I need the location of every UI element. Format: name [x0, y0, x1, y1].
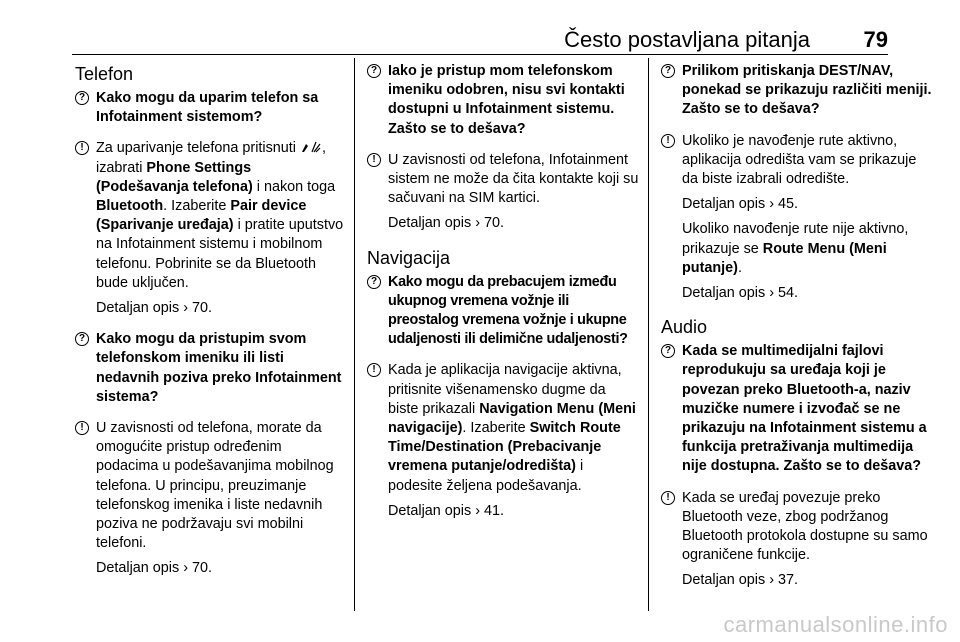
answer-text: Ukoliko je navođenje rute aktivno, aplikacija odredišta vam se prikazuje da biste izabrali odredište.: [682, 132, 917, 188]
exclamation-icon: !: [75, 421, 89, 435]
detail-label: Detaljan opis: [96, 300, 180, 317]
arrow-right-icon: ›: [475, 215, 480, 232]
detail-page: 37.: [778, 572, 799, 589]
section-heading-audio: Audio: [661, 317, 708, 338]
question-text: Prilikom pritiskanja DEST/NAV, ponekad se prikazuju različiti meniji. Zašto se to dešava?: [682, 63, 932, 118]
question-icon: ?: [367, 275, 381, 289]
answer-text: . Izaberite: [163, 198, 227, 215]
exclamation-icon: !: [367, 363, 381, 377]
answer: [75, 419, 347, 553]
menu-term: Phone Settings (Podešavanja telefona): [96, 159, 253, 195]
detail-label: Detaljan opis: [388, 215, 472, 232]
question: [75, 89, 347, 127]
detail-page: 70.: [192, 560, 213, 577]
section-heading-telefon: Telefon: [75, 64, 134, 84]
arrow-right-icon: ›: [769, 572, 774, 589]
detail-label: Detaljan opis: [682, 196, 766, 213]
answer-text: U zavisnosti od telefona, Infotainment sistem ne može da čita kontakte koji su sačuvani na SIM kartici.: [388, 151, 639, 207]
watermark: carmanualsonline.info: [723, 612, 948, 637]
column-1: [75, 62, 347, 591]
menu-term: Bluetooth: [96, 198, 164, 215]
answer: [661, 489, 933, 566]
arrow-right-icon: ›: [183, 300, 188, 317]
detail-page: 70.: [484, 215, 505, 232]
question: [661, 342, 933, 476]
exclamation-icon: !: [661, 134, 675, 148]
detail-label: Detaljan opis: [96, 560, 180, 577]
detail-page: 45.: [778, 196, 799, 213]
detail-label: Detaljan opis: [682, 285, 766, 302]
answer-text: U zavisnosti od telefona, morate da omogućite pristup određenim podacima u podešavanjima mobilnog telefona. U principu, preuzimanje telefonskog imenika i liste nedavnih poziva ne podržavaju svi mobilni telefoni.: [96, 420, 334, 552]
question-text: Kako mogu da prebacujem između ukupnog vremena vožnje ili preostalog vremena vožnje i ukupne udaljenosti ili delimične udaljenosti?: [388, 273, 628, 348]
answer-text: Za uparivanje telefona pritisnuti: [96, 140, 296, 157]
question-icon: ?: [661, 344, 675, 358]
answer-text: .: [737, 259, 742, 276]
page-number: 79: [863, 27, 888, 52]
detail-label: Detaljan opis: [682, 572, 766, 589]
exclamation-icon: !: [367, 153, 381, 167]
column-divider: [354, 58, 355, 611]
detail-page: 70.: [192, 300, 213, 317]
column-3: [661, 62, 933, 603]
arrow-right-icon: ›: [475, 502, 480, 519]
section-heading-navigacija: Navigacija: [367, 247, 451, 268]
detail-page: 41.: [484, 502, 505, 519]
page-header: [72, 28, 888, 52]
answer: [367, 151, 639, 209]
detail-reference: [661, 284, 933, 303]
answer-text: Kada je aplikacija navigacije aktivna, pritisnite višenamensko dugme da biste prikazali: [388, 362, 622, 417]
arrow-right-icon: ›: [769, 285, 774, 302]
answer-text: , izabrati: [96, 140, 326, 176]
question-icon: ?: [367, 64, 381, 78]
question: [75, 330, 347, 407]
question-icon: ?: [75, 332, 89, 346]
detail-reference: [75, 299, 347, 318]
column-2: [367, 62, 639, 533]
answer-text: i nakon toga: [256, 178, 336, 195]
question-text: Kako mogu da pristupim svom telefonskom imeniku ili listi nedavnih poziva preko Infotainment sistema?: [96, 331, 342, 405]
detail-reference: [75, 559, 347, 578]
detail-reference: [661, 195, 933, 214]
question-icon: ?: [661, 64, 675, 78]
answer-text: i pratite uputstvo na Infotainment sistemu i mobilnom telefonu. Pobrinite se da Bluetooth bude uključen.: [96, 217, 344, 291]
exclamation-icon: !: [661, 491, 675, 505]
question: [367, 273, 639, 350]
phone-settings-icon: [300, 140, 322, 154]
answer: [75, 139, 347, 293]
question-icon: ?: [75, 91, 89, 105]
detail-reference: [367, 214, 639, 233]
question-text: Kada se multimedijalni fajlovi reprodukuju sa uređaja koji je povezan preko Bluetooth-a, naziv muzičke numere i izvođač se ne prikazuju na Infotainment sistemu a funkcija pretraživanja multimedija nije dostupna. Zašto se to dešava?: [682, 343, 927, 475]
detail-label: Detaljan opis: [388, 502, 472, 519]
question-text: Iako je pristup mom telefonskom imeniku odobren, nisu svi kontakti dostupni u Infotainment sistemu. Zašto se to dešava?: [388, 63, 625, 137]
question: [367, 62, 639, 139]
detail-reference: [367, 502, 639, 521]
detail-reference: [661, 571, 933, 590]
menu-term: Route Menu (Meni putanje): [682, 240, 887, 276]
answer: [367, 361, 639, 495]
answer: [661, 132, 933, 190]
chapter-title: Često postavljana pitanja: [564, 27, 810, 52]
answer-text: Kada se uređaj povezuje preko Bluetooth veze, zbog podržanog Bluetooth protokola dostupne su samo ograničene funkcije.: [682, 489, 928, 564]
arrow-right-icon: ›: [769, 196, 774, 213]
column-divider: [648, 58, 649, 611]
answer-text: i podesite željena podešavanja.: [388, 458, 584, 494]
menu-term: Navigation Menu (Meni navigacije): [388, 400, 636, 437]
question: [661, 62, 933, 120]
menu-term: Pair device (Sparivanje uređaja): [96, 198, 307, 234]
question-text: Kako mogu da uparim telefon sa Infotainment sistemom?: [96, 90, 319, 126]
answer-paragraph: [661, 220, 933, 278]
answer-text: Ukoliko navođenje rute nije aktivno, prikazuje se: [682, 221, 909, 257]
arrow-right-icon: ›: [183, 560, 188, 577]
detail-page: 54.: [778, 285, 799, 302]
menu-term: Switch Route Time/Destination (Prebacivanje vremena putanje/odredišta): [388, 420, 621, 475]
answer-text: . Izaberite: [462, 420, 526, 437]
header-rule: [72, 54, 888, 55]
exclamation-icon: !: [75, 141, 89, 155]
